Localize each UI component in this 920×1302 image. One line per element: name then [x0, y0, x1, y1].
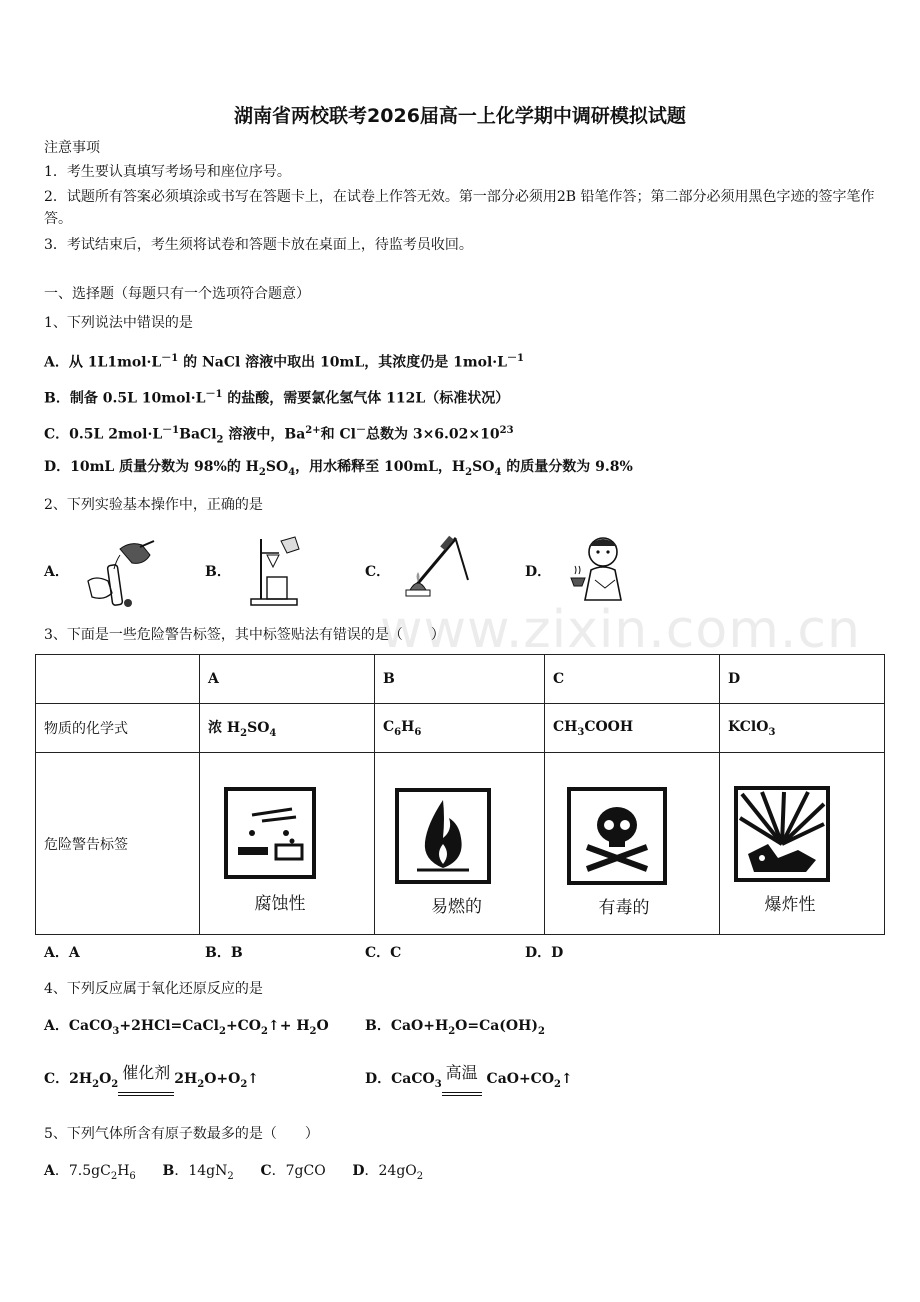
label-caption-toxic: 有毒的	[598, 898, 650, 918]
label-cell-c	[545, 753, 720, 935]
q2-filtration-illustration	[245, 535, 305, 611]
flame-icon	[393, 786, 503, 886]
q2-option-a-label: A．	[44, 564, 69, 580]
table-header-row	[36, 655, 885, 704]
q2-option-d-label: D．	[525, 564, 552, 580]
q5-option-c: C．7gCO	[260, 1163, 326, 1179]
q3-table	[35, 654, 885, 935]
q2-stem: 2、下列实验基本操作中，正确的是	[44, 497, 263, 513]
q1-option-b: B．制备 0.5L $10mol\cdot L^{-1}$ 的盐酸，需要氯化氢气体 112L（标准状况）	[44, 389, 510, 407]
q3-option-c: C．C	[365, 945, 402, 961]
q4-option-b: B．$CaO+H_2O=Ca(OH)_2$	[365, 1018, 545, 1037]
table-header-cell	[36, 655, 200, 704]
q4-option-d: D．CaCO$_3$ 高温 $CaO+CO_2↑$	[365, 1068, 573, 1096]
table-header-cell: D	[720, 655, 885, 704]
q1-option-a: A．从 $1L1mol\cdot L^{-1}$ 的 NaCl 溶液中取出 10mL，其浓度仍是 $1mol\cdot L^{-1}$	[44, 353, 524, 371]
skull-icon	[565, 785, 675, 889]
label-caption-corrosive: 腐蚀性	[254, 894, 306, 914]
label-cell-b	[375, 753, 545, 935]
q4-option-a: A．$CaCO_3+2HCl=CaCl_2+CO_2↑+ H_2O$	[44, 1018, 329, 1037]
page-title: 湖南省两校联考2026届高一上化学期中调研模拟试题	[234, 105, 686, 127]
table-header-cell: A	[200, 655, 375, 704]
corrosive-icon	[222, 785, 332, 885]
label-caption-explosive: 爆炸性	[764, 895, 816, 915]
label-caption-flammable: 易燃的	[431, 897, 482, 917]
table-row	[36, 753, 885, 935]
q5-option-b: B．$14gN_2$	[162, 1163, 234, 1182]
table-header-cell: B	[375, 655, 545, 704]
label-cell-a	[200, 753, 375, 935]
q5-options	[44, 1160, 423, 1188]
notice-item-3: 3．考试结束后，考生须将试卷和答题卡放在桌面上，待监考员收回。	[44, 237, 473, 253]
q1-stem: 1、下列说法中错误的是	[44, 315, 193, 331]
q5-stem: 5、下列气体所含有原子数最多的是（ ）	[44, 1126, 319, 1142]
q4-c-condition: 催化剂	[122, 1062, 171, 1082]
q3-stem: 3、下面是一些危险警告标签，其中标签贴法有错误的是（ ）	[44, 627, 445, 643]
q2-option-c-label: C．	[365, 564, 391, 580]
table-header-cell: C	[545, 655, 720, 704]
q2-heating-illustration	[400, 530, 480, 604]
section-heading: 一、选择题（每题只有一个选项符合题意）	[44, 286, 310, 302]
q5-option-d: D．$24gO_2$	[352, 1163, 424, 1182]
label-cell-d	[720, 753, 885, 935]
table-row-label: 危险警告标签	[36, 753, 200, 935]
q2-option-b-label: B．	[205, 564, 231, 580]
q4-d-condition: 高温	[445, 1062, 478, 1082]
q3-option-d: D．D	[525, 945, 564, 961]
formula-cell-a: 浓 $H_2SO_4$	[200, 704, 375, 753]
q4-stem: 4、下列反应属于氧化还原反应的是	[44, 981, 263, 997]
q3-option-a: A．A	[44, 945, 80, 961]
notice-heading: 注意事项	[44, 140, 100, 156]
notice-item-1: 1．考生要认真填写考场号和座位序号。	[44, 164, 291, 180]
q4-option-c: C．$2H_2O_2$ 催化剂 $2H_2O+O_2↑$	[44, 1068, 259, 1096]
q5-option-a: A．$7.5gC_2H_6$	[44, 1163, 136, 1182]
notice-item-2: 2．试题所有答案必须填涂或书写在答题卡上，在试卷上作答无效。第一部分必须用2B 铅笔作答；第二部分必须用黑色字迹的签字笔作答。	[44, 189, 875, 227]
formula-cell-d: KClO$_3$	[720, 704, 885, 753]
q2-smelling-illustration	[565, 530, 635, 608]
explosive-icon	[732, 784, 842, 884]
formula-cell-c: $CH_3COOH$	[545, 704, 720, 753]
watermark: www.zixin.com.cn	[380, 600, 861, 660]
q1-option-c: C．0.5L $2mol\cdot L^{-1}BaCl_2$ 溶液中，$Ba^{2+}$和 Cl－总数为 $3\times 6.02\times 10^{23}$	[44, 425, 514, 446]
q1-option-d: D．10mL 质量分数为 98%的 $H_2SO_4$，用水稀释至 100mL，$H_2SO_4$ 的质量分数为 9.8%	[44, 459, 633, 478]
table-row-label: 物质的化学式	[36, 704, 200, 753]
formula-cell-b: $C_6H_6$	[375, 704, 545, 753]
table-row	[36, 704, 885, 753]
q3-option-b: B．B	[205, 945, 243, 961]
q2-pouring-illustration	[80, 537, 160, 619]
